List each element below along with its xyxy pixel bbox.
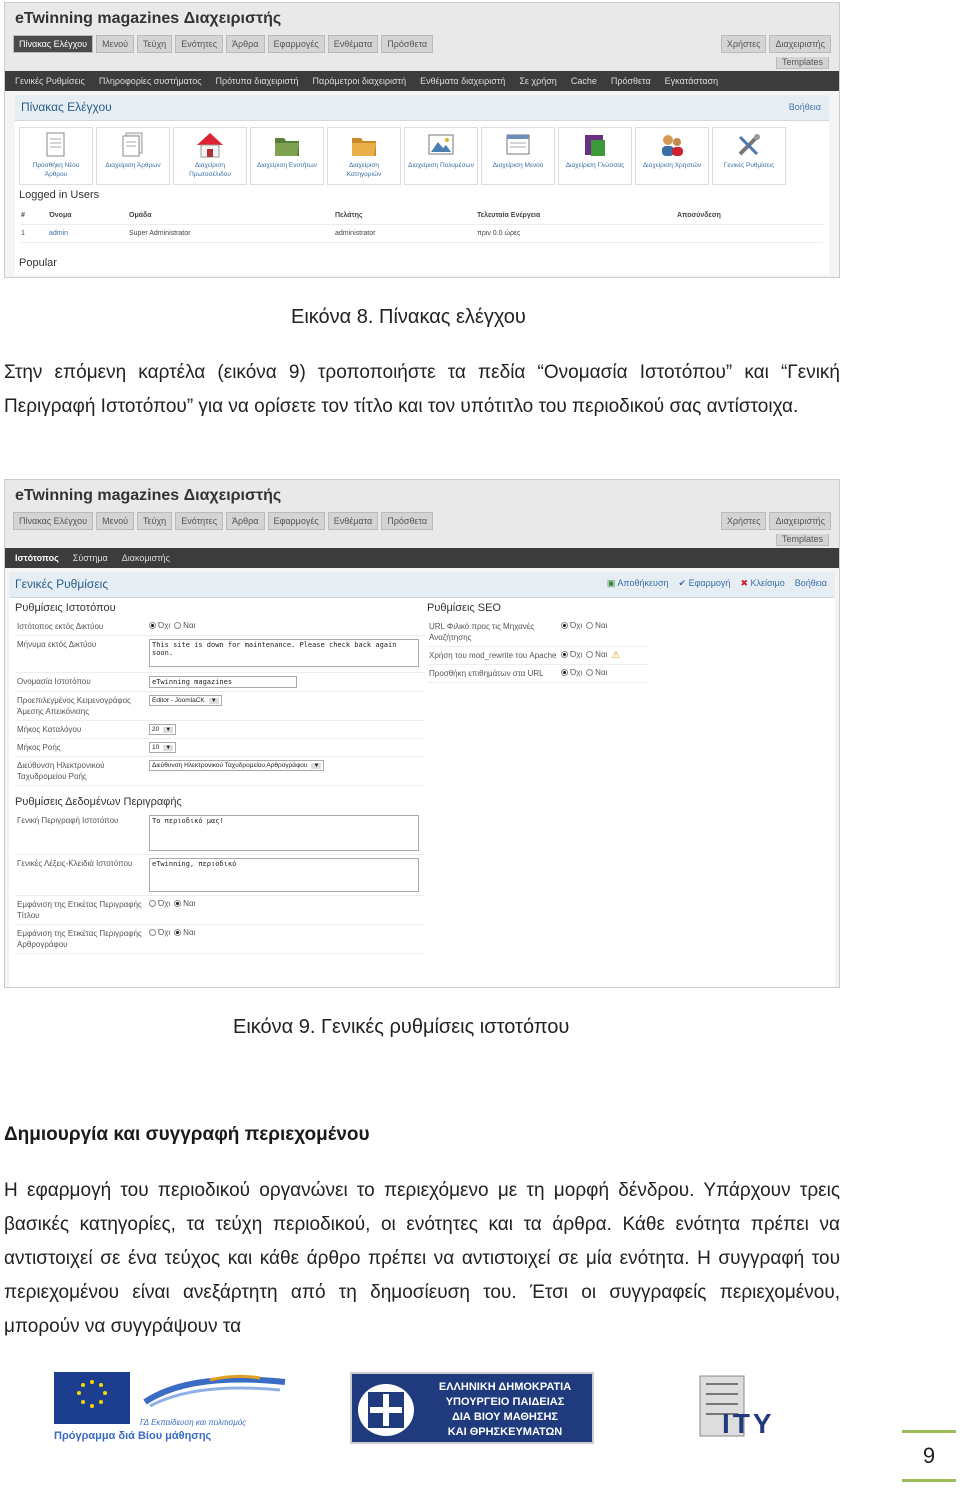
field-label: Μήνυμα εκτός Δικτύου: [17, 640, 97, 649]
frontpage-icon-button[interactable]: [173, 127, 247, 185]
settings-icon-button[interactable]: [712, 127, 786, 185]
field-label: Ιστότοπος εκτός Δικτύου: [17, 622, 104, 631]
feed-email-select[interactable]: Διεύθυνση Ηλεκτρονικού Ταχυδρομείου Αρθρογράφου ▼: [149, 760, 324, 771]
popular-header: Popular: [19, 257, 57, 269]
save-icon: ▣: [606, 578, 616, 588]
radio-yes[interactable]: Ναι: [586, 621, 607, 630]
control-panel: [15, 95, 829, 275]
menu-item[interactable]: Τεύχη: [137, 512, 172, 530]
icon-label: Διαχείριση Ενοτήτων: [257, 162, 317, 169]
figure-9-caption: Εικόνα 9. Γενικές ρυθμίσεις ιστοτόπου: [233, 1016, 570, 1038]
figure-9-screenshot: [4, 479, 840, 988]
new-article-icon-button[interactable]: [19, 127, 93, 185]
settings-panel: [9, 572, 835, 988]
field-label: Γενική Περιγραφή Ιστοτόπου: [17, 816, 119, 825]
radio-yes[interactable]: Ναι: [586, 650, 607, 659]
icon-label: Διαχείριση: [348, 162, 380, 169]
users-table: [21, 207, 823, 243]
ministry-logo: [350, 1372, 594, 1444]
menu-item[interactable]: Μενού: [96, 35, 134, 53]
icon-label: Διαχείριση: [194, 162, 226, 169]
toolbar: [607, 578, 827, 589]
col-header: Αποσύνδεση: [677, 212, 721, 219]
table-header: [21, 207, 823, 225]
cell: Super Administrator: [129, 230, 191, 237]
col-header: Όνομα: [49, 212, 72, 219]
panel-title: Γενικές Ρυθμίσεις: [15, 577, 109, 591]
submenu-item[interactable]: Πρόσθετα: [610, 76, 651, 86]
menu-item[interactable]: Άρθρα: [226, 512, 264, 530]
site-settings-column: [15, 598, 425, 954]
eu-program-text: Πρόγραμμα διά Βίου μάθησης: [54, 1430, 212, 1442]
cell: 1: [21, 230, 25, 237]
col-header: Τελευταία Ενέργεια: [477, 212, 541, 219]
cell: πριν 0.0 ώρες: [477, 230, 521, 237]
apply-button[interactable]: [679, 578, 731, 589]
list-length-select[interactable]: 20 ▼: [149, 724, 176, 735]
eu-logo: [54, 1372, 130, 1424]
submenu-item[interactable]: Ιστότοπος: [15, 553, 59, 563]
menus-icon-button[interactable]: [481, 127, 555, 185]
radio-yes[interactable]: Ναι: [586, 668, 607, 677]
menu-item[interactable]: Ενότητες: [175, 512, 223, 530]
warning-icon: ⚠: [611, 650, 621, 661]
cell: administrator: [335, 230, 376, 237]
icon-label: Πρωτοσέλιδου: [189, 171, 231, 178]
field-label: Ονομασία Ιστοτόπου: [17, 677, 91, 686]
submenu-item[interactable]: Γενικές Ρυθμίσεις: [15, 76, 85, 86]
icon-label: Κατηγοριών: [346, 171, 382, 178]
menu-item[interactable]: Ενότητες: [175, 35, 223, 53]
icon-label: Διαχείριση Μενού: [492, 162, 544, 169]
panel-title: Πίνακας Ελέγχου: [21, 100, 112, 114]
menu-item-admin[interactable]: Διαχειριστής: [769, 35, 831, 53]
menu-item[interactable]: Εφαρμογές: [268, 512, 325, 530]
icon-label: Άρθρου: [44, 171, 68, 178]
sub-menu: [5, 71, 839, 91]
radio-no[interactable]: Όχι: [561, 621, 582, 630]
col-header: Ομάδα: [129, 212, 152, 219]
ministry-line: ΕΛΛΗΝΙΚΗ ΔΗΜΟΚΡΑΤΙΑ: [438, 1381, 572, 1393]
menu-item[interactable]: Πρόσθετα: [381, 35, 433, 53]
categories-icon-button[interactable]: [327, 127, 401, 185]
submenu-item[interactable]: Παράμετροι διαχειριστή: [312, 76, 407, 86]
meta-settings-header: Ρυθμίσεις Δεδομένων Περιγραφής: [15, 796, 182, 808]
site-description-textarea[interactable]: Το περιοδικό μας!: [149, 815, 419, 851]
menu-item-users[interactable]: Χρήστες: [721, 512, 767, 530]
paragraph-2: Η εφαρμογή του περιοδικού οργανώνει το περιεχόμενο με τη μορφή δένδρου. Υπάρχουν τρεις βασικές κατηγορίες, τα τεύχη περιοδικού, οι ενότητες και τα άρθρα. Κάθε ενότητα πρέπει να αντιστοιχεί σε ένα τεύχος και κάθε άρθρο πρέπει να αντιστοιχεί σε μία ενότητα. Η συγγραφή του περιεχομένου είναι ανεξάρτητη από τη δημοσίευση του. Έτσι οι συγγραφείς περιεχομένου, μπορούν να συγγράψουν τα: [4, 1180, 840, 1337]
submenu-item[interactable]: Cache: [570, 76, 597, 86]
sections-icon-button[interactable]: [250, 127, 324, 185]
media-icon-button[interactable]: [404, 127, 478, 185]
icon-label: Διαχείριση Γλώσσας: [565, 162, 625, 169]
radio-no[interactable]: Όχι: [561, 668, 582, 677]
menu-item[interactable]: Άρθρα: [226, 35, 264, 53]
field-label: Εμφάνιση της Ετικέτας Περιγραφής Αρθρογράφου: [17, 929, 142, 949]
close-label: Κλείσιμο: [750, 578, 785, 588]
menu-item-admin[interactable]: Διαχειριστής: [769, 512, 831, 530]
apply-icon: ✔: [678, 578, 687, 588]
save-label: Αποθήκευση: [617, 578, 669, 588]
ity-logo: [692, 1372, 788, 1448]
ministry-line: ΥΠΟΥΡΓΕΙΟ ΠΑΙΔΕΙΑΣ: [445, 1396, 565, 1408]
field-label: Εμφάνιση της Ετικέτας Περιγραφής Τίτλου: [17, 900, 142, 920]
field-label: Γενικές Λέξεις-Κλειδιά Ιστοτόπου: [17, 859, 133, 868]
menu-item[interactable]: Πρόσθετα: [381, 512, 433, 530]
cell[interactable]: admin: [49, 230, 69, 237]
main-menu: [5, 510, 839, 534]
help-button[interactable]: Βοήθεια: [794, 578, 827, 588]
ministry-line: ΚΑΙ ΘΡΗΣΚΕΥΜΑΤΩΝ: [447, 1426, 563, 1438]
editor-select[interactable]: Editor - JoomlaCK ▼: [149, 695, 222, 706]
submenu-item[interactable]: Διακομιστής: [121, 553, 171, 563]
menu-item[interactable]: Τεύχη: [137, 35, 172, 53]
ity-text: ITY: [722, 1408, 775, 1439]
app-title: eTwinning magazines Διαχειριστής: [5, 480, 839, 510]
submenu-item[interactable]: Ενθέματα διαχειριστή: [420, 76, 506, 86]
menu-item[interactable]: Ενθέματα: [328, 35, 379, 53]
icon-label: Διαχείριση Άρθρων: [105, 162, 161, 169]
close-icon: ✖: [740, 578, 748, 588]
menu-item[interactable]: Μενού: [96, 512, 134, 530]
field-label: Διεύθυνση Ηλεκτρονικού Ταχυδρομείου Ροής: [17, 761, 105, 781]
site-name-input[interactable]: eTwinning magazines: [149, 676, 297, 688]
users-icon-button[interactable]: [635, 127, 709, 185]
figure-8-screenshot: [4, 2, 840, 278]
radio-yes[interactable]: Ναι: [174, 621, 195, 630]
radio-no[interactable]: Όχι: [149, 621, 170, 630]
field-label: Μήκος Καταλόγου: [17, 725, 82, 734]
close-button[interactable]: [740, 578, 784, 589]
ministry-line: ΔΙΑ ΒΙΟΥ ΜΑΘΗΣΗΣ: [451, 1411, 559, 1423]
footer-logos: [0, 1364, 960, 1464]
icon-label: Διαχείριση Πολυμέσων: [408, 162, 474, 169]
field-label: Χρήση του mod_rewrite του Apache: [429, 651, 557, 660]
seo-settings-column: [427, 598, 649, 954]
submenu-item[interactable]: Σύστημα: [72, 553, 108, 563]
field-label: URL Φιλικό προς τις Μηχανές Αναζήτησης: [429, 622, 535, 642]
menu-item[interactable]: Πίνακας Ελέγχου: [13, 512, 93, 530]
menu-item[interactable]: Ενθέματα: [328, 512, 379, 530]
eu-sub-text: ΓΔ Εκπαίδευση και πολιτισμός: [140, 1418, 247, 1427]
radio-no[interactable]: Όχι: [561, 650, 582, 659]
apply-label: Εφαρμογή: [688, 578, 731, 588]
submenu-item[interactable]: Εγκατάσταση: [664, 76, 719, 86]
figure-8-caption: Εικόνα 8. Πίνακας ελέγχου: [291, 306, 526, 328]
radio-no[interactable]: Όχι: [149, 928, 170, 937]
submenu-item[interactable]: Πληροφορίες συστήματος: [98, 76, 202, 86]
radio-yes[interactable]: Ναι: [174, 899, 195, 908]
field-label: Μήκος Ροής: [17, 743, 61, 752]
site-keywords-textarea[interactable]: eTwinning, περιοδικό: [149, 858, 419, 892]
radio-no[interactable]: Όχι: [149, 899, 170, 908]
offline-message-textarea[interactable]: This site is down for maintenance. Please check back again soon.: [149, 639, 419, 667]
menu-item[interactable]: Εφαρμογές: [268, 35, 325, 53]
col-header: #: [21, 212, 25, 219]
page-number: 9: [902, 1430, 956, 1482]
menu-item[interactable]: Πίνακας Ελέγχου: [13, 35, 93, 53]
save-button[interactable]: [607, 578, 669, 589]
seo-settings-header: Ρυθμίσεις SEO: [427, 602, 501, 614]
main-menu: [5, 33, 839, 57]
icon-label: Διαχείριση Χρηστών: [642, 162, 702, 169]
submenu-item[interactable]: Πρότυπα διαχειριστή: [215, 76, 299, 86]
field-label: Προεπιλεγμένος Κειμενογράφος Άμεσης Απεικόνισης: [17, 696, 131, 716]
menu-item-users[interactable]: Χρήστες: [721, 35, 767, 53]
site-settings-header: Ρυθμίσεις Ιστοτόπου: [15, 602, 116, 614]
section-heading: Δημιουργία και συγγραφή περιεχομένου: [4, 1124, 370, 1145]
articles-icon-button[interactable]: [96, 127, 170, 185]
logged-in-users-header: Logged in Users: [19, 189, 100, 201]
templates-link[interactable]: Templates: [776, 532, 829, 546]
language-icon-button[interactable]: [558, 127, 632, 185]
icon-label: Γενικές Ρυθμίσεις: [723, 162, 775, 169]
quick-icons: [15, 121, 829, 185]
col-header: Πελάτης: [335, 212, 363, 219]
table-row: [21, 225, 823, 243]
feed-length-select[interactable]: 10 ▼: [149, 742, 176, 753]
paragraph-1: Στην επόμενη καρτέλα (εικόνα 9) τροποποιήστε τα πεδία “Ονομασία Ιστοτόπου” και “Γενική Περιγραφή Ιστοτόπου” για να ορίσετε τον τίτλο και τον υπότιτλο του περιοδικού σας αντίστοιχα.: [4, 362, 840, 417]
icon-label: Προσθήκη Νέου: [32, 162, 80, 169]
sub-menu: [5, 548, 839, 568]
help-link[interactable]: Βοήθεια: [788, 102, 821, 112]
app-title: eTwinning magazines Διαχειριστής: [5, 3, 839, 33]
lifelong-learning-logo: [140, 1372, 290, 1432]
submenu-item[interactable]: Σε χρήση: [519, 76, 557, 86]
templates-link[interactable]: Templates: [776, 55, 829, 69]
field-label: Προσθήκη επιθημάτων στα URL: [429, 669, 544, 678]
radio-yes[interactable]: Ναι: [174, 928, 195, 937]
